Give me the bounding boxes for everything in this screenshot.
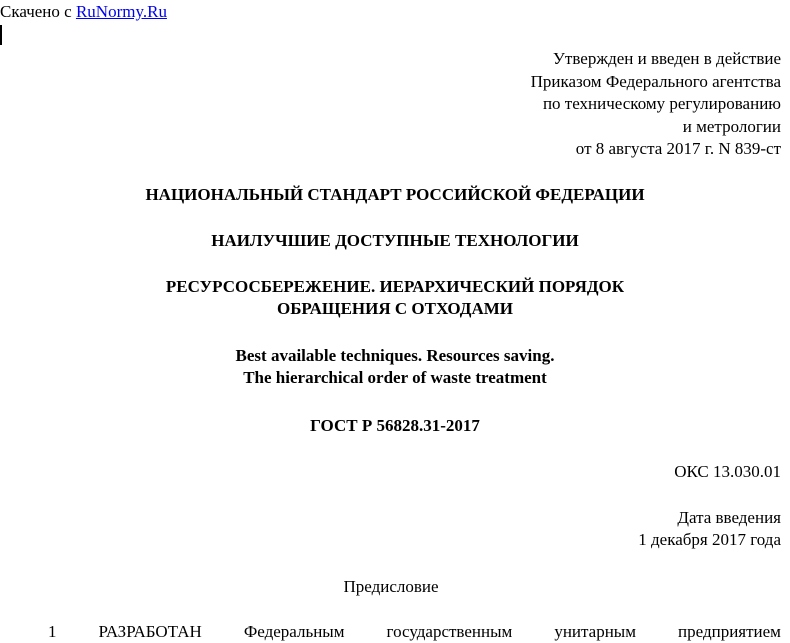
approval-line: по техническому регулированию <box>542 94 781 113</box>
approval-line: от 8 августа 2017 г. N 839-ст <box>575 139 781 158</box>
paragraph-word: государственным <box>386 622 513 641</box>
approval-block <box>531 48 781 161</box>
standard-number: ГОСТ Р 56828.31-2017 <box>310 416 480 435</box>
paragraph-word: Федеральным <box>243 622 345 641</box>
approval-line: и метрологии <box>682 116 781 136</box>
paragraph-word: предприятием <box>678 622 781 641</box>
approval-line: Утвержден и введен в действие <box>552 49 781 68</box>
source-link[interactable]: RuNormy.Ru <box>75 2 167 21</box>
approval-line: Приказом Федерального агентства <box>530 71 781 91</box>
first-paragraph <box>48 621 781 643</box>
introduction-date-label: Дата введения <box>677 508 781 527</box>
document-title <box>0 276 790 320</box>
text-cursor <box>0 25 2 45</box>
document-title-line: РЕСУРСОСБЕРЕЖЕНИЕ. ИЕРАРХИЧЕСКИЙ ПОРЯДОК <box>165 277 625 296</box>
english-title <box>0 345 790 389</box>
paragraph-word: РАЗРАБОТАН <box>98 622 202 641</box>
document-title-line: ОБРАЩЕНИЯ С ОТХОДАМИ <box>276 299 514 318</box>
foreword-heading: Предисловие <box>343 577 439 596</box>
paragraph-word: 1 <box>48 622 57 641</box>
oks-code: ОКС 13.030.01 <box>674 462 781 481</box>
standard-type-title: НАЦИОНАЛЬНЫЙ СТАНДАРТ РОССИЙСКОЙ ФЕДЕРАЦИИ <box>145 185 645 204</box>
source-prefix: Скачено с <box>0 2 76 21</box>
introduction-date-value: 1 декабря 2017 года <box>638 530 781 549</box>
source-line <box>0 2 167 22</box>
english-title-line: The hierarchical order of waste treatment <box>243 368 547 387</box>
english-title-line: Best available techniques. Resources saving. <box>235 346 555 365</box>
paragraph-word: унитарным <box>554 622 636 641</box>
introduction-date <box>638 507 781 551</box>
section-title: НАИЛУЧШИЕ ДОСТУПНЫЕ ТЕХНОЛОГИИ <box>211 231 579 250</box>
